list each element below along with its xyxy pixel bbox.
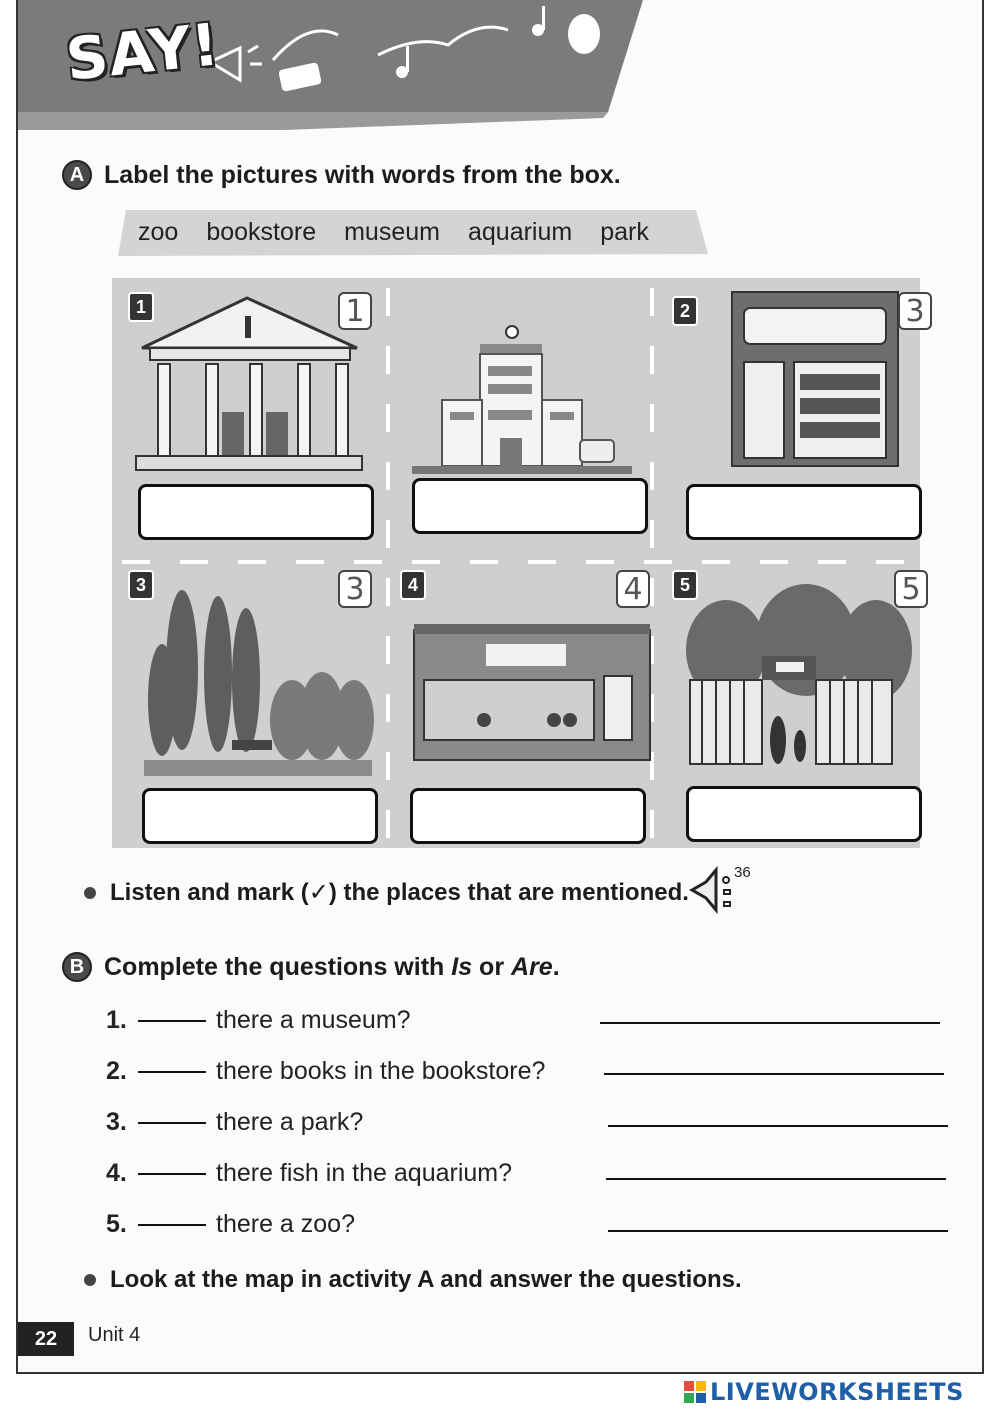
handwritten-number: 4 [616,570,650,608]
instruction-end: . [552,952,560,981]
map-cell-hospital [402,288,642,550]
bullet-dot [84,1274,96,1286]
place-number-badge: 3 [128,570,154,600]
map-cell-park [122,570,382,842]
handwritten-number: 1 [338,292,372,330]
question-row [106,1108,363,1137]
section-a-instruction: Label the pictures with words from the box. [104,160,621,189]
balloon-icon [568,14,600,54]
answer-line[interactable] [608,1125,948,1127]
question-blank[interactable] [138,1122,206,1124]
place-number-badge: 4 [400,570,426,600]
answer-line[interactable] [600,1022,940,1024]
handwritten-number: 5 [894,570,928,608]
bullet-dot [84,887,96,899]
question-text: there a museum? [216,1006,411,1034]
zoo-picture [666,570,916,780]
worksheet-page [16,0,984,1374]
question-text: there a park? [216,1108,364,1136]
word-box [118,210,708,258]
answer-line[interactable] [608,1230,948,1232]
map-instruction-line [84,1266,742,1294]
label-input-aquarium[interactable] [410,788,646,844]
question-blank[interactable] [138,1173,206,1175]
say-banner [18,0,984,130]
answer-line[interactable] [606,1178,946,1180]
aquarium-picture [394,570,652,780]
map-instruction: Look at the map in activity A and answer the questions. [110,1266,742,1293]
label-input-hospital[interactable] [412,478,648,534]
label-input-bookstore[interactable] [686,484,922,540]
section-b-badge: B [62,952,92,982]
question-blank[interactable] [138,1071,206,1073]
word-box-item: museum [344,218,440,246]
town-map [112,278,925,848]
question-row [106,1159,512,1188]
section-b-heading [62,952,560,982]
hospital-picture [402,288,642,478]
question-text: there books in the bookstore? [216,1057,546,1085]
word-is: Is [451,952,473,981]
question-blank[interactable] [138,1020,206,1022]
listen-instruction: Listen and mark (✓) the places that are mentioned. [110,879,689,906]
word-list [138,218,649,247]
word-are: Are [511,952,553,981]
label-input-zoo[interactable] [686,786,922,842]
word-box-item: park [600,218,649,246]
handwritten-number: 3 [898,292,932,330]
place-number-badge: 1 [128,292,154,322]
word-box-item: bookstore [206,218,317,246]
banner-title: SAY! [62,10,223,94]
place-number-badge: 5 [672,570,698,600]
question-row [106,1006,411,1035]
brand-name: LIVEWORKSHEETS [710,1378,964,1406]
question-number: 2. [106,1057,127,1085]
answer-line[interactable] [604,1073,944,1075]
word-or: or [472,952,512,981]
map-cell-aquarium [394,570,652,842]
section-b-instruction-text: Complete the questions with [104,952,452,981]
audio-track-number: 36 [734,864,751,881]
unit-label: Unit 4 [88,1324,141,1346]
page-number: 22 [18,1322,74,1356]
section-a-heading [62,160,621,190]
question-row [106,1057,545,1086]
map-cell-museum [122,288,372,550]
question-row [106,1210,355,1239]
section-b-instruction [104,953,560,982]
question-blank[interactable] [138,1224,206,1226]
handwritten-number: 3 [338,570,372,608]
word-box-item: zoo [138,218,179,246]
question-text: there a zoo? [216,1210,355,1238]
audio-speaker-icon[interactable] [688,864,758,914]
label-input-museum[interactable] [138,484,374,540]
word-box-item: aquarium [467,218,573,246]
liveworksheets-logo[interactable] [684,1378,964,1406]
question-number: 1. [106,1006,127,1034]
label-input-park[interactable] [142,788,378,844]
question-text: there fish in the aquarium? [216,1159,513,1187]
map-cell-bookstore [666,288,925,550]
listen-instruction-line [84,878,689,907]
bookstore-picture [666,288,916,478]
brand-logo-icon [684,1381,706,1403]
section-a-badge: A [62,160,92,190]
question-number: 3. [106,1108,127,1136]
place-number-badge: 2 [672,296,698,326]
map-cell-zoo [666,570,921,842]
question-number: 5. [106,1210,127,1238]
question-number: 4. [106,1159,127,1187]
museum-picture [122,288,372,478]
